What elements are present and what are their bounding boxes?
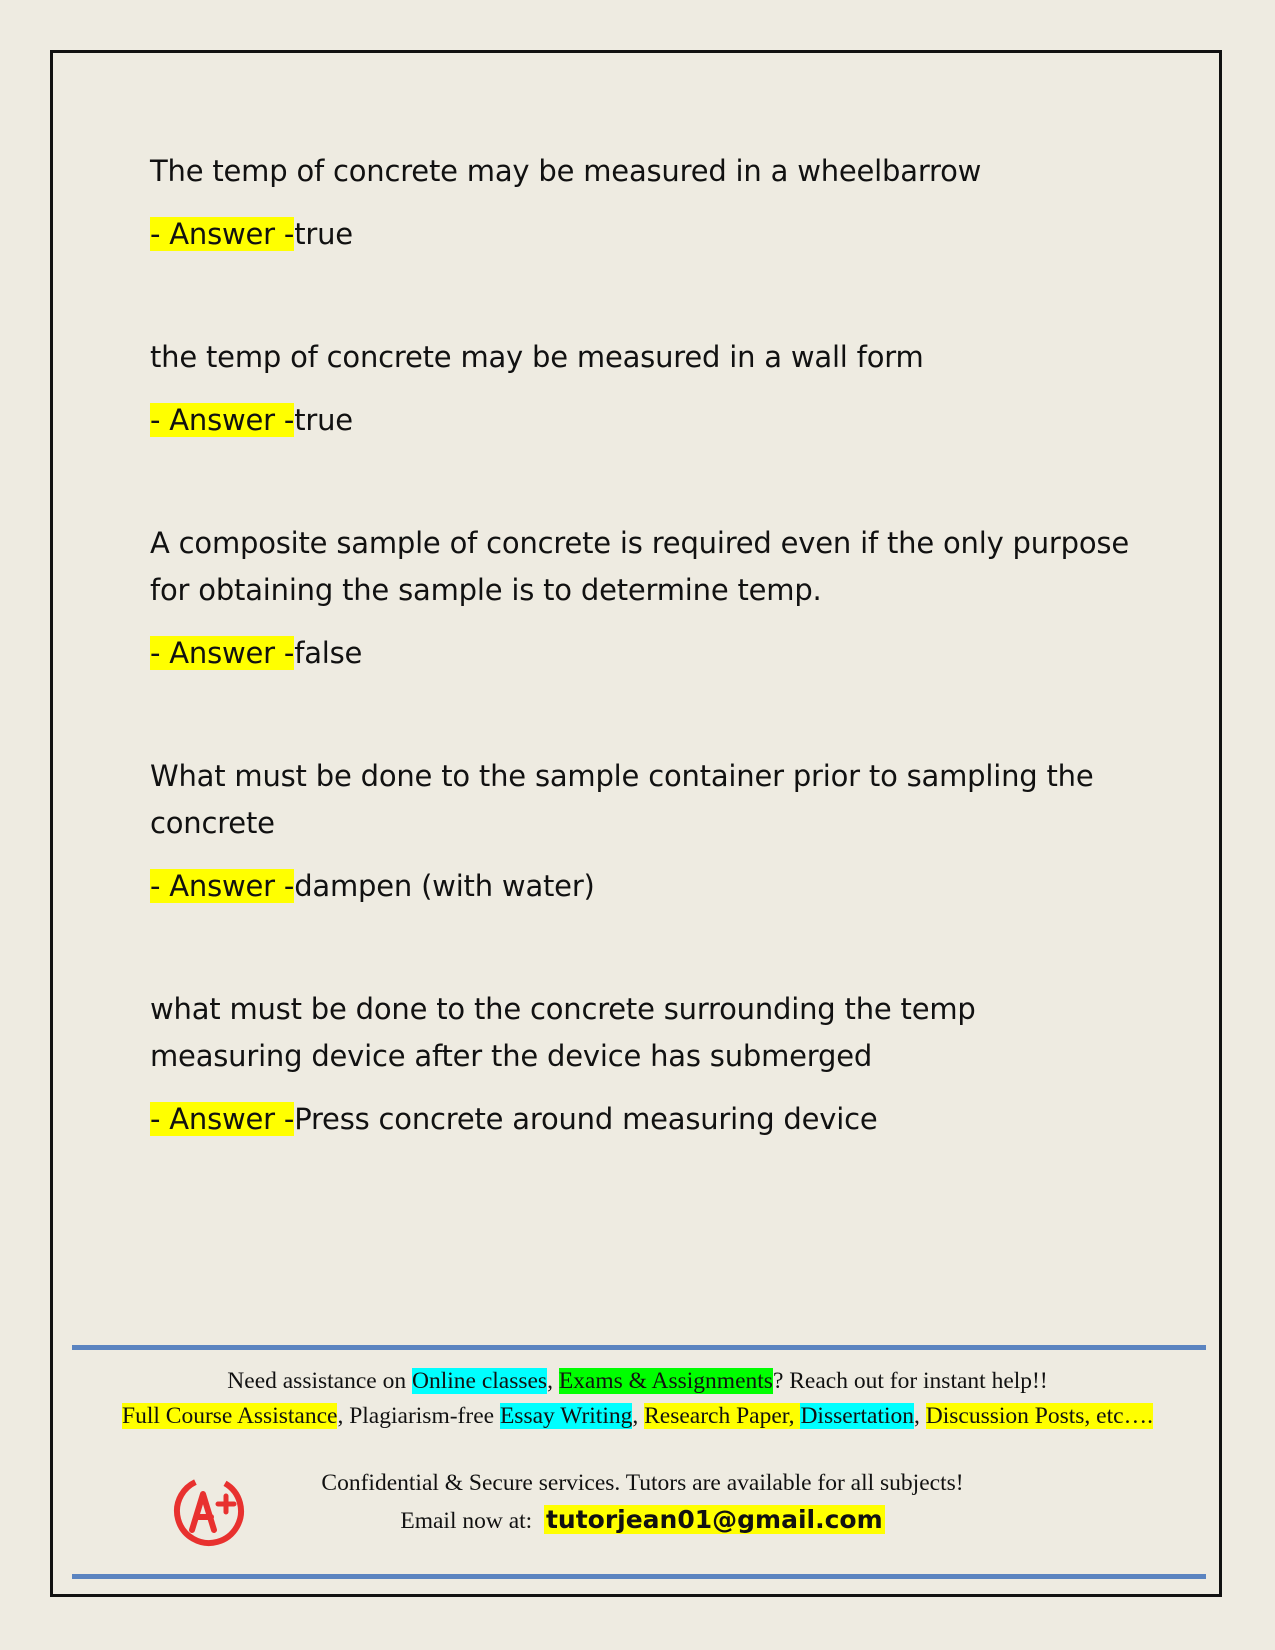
footer-text: , xyxy=(914,1403,926,1429)
footer-top-rule xyxy=(72,1345,1206,1350)
answer-line xyxy=(150,400,1130,440)
answer-text: dampen (with water) xyxy=(294,869,595,903)
answer-text: true xyxy=(294,403,353,437)
footer-text: , xyxy=(632,1403,645,1429)
footer-line-2 xyxy=(60,1403,1215,1430)
footer-text: , xyxy=(547,1368,559,1394)
question-text: What must be done to the sample container prior to sampling the concrete xyxy=(150,759,1094,840)
email-prefix: Email now at: xyxy=(400,1508,533,1534)
answer-line xyxy=(150,866,1130,906)
footer-line-4 xyxy=(230,1505,1055,1535)
email-link[interactable]: tutorjean01@gmail.com xyxy=(545,1505,883,1534)
highlight-full-course: Full Course Assistance xyxy=(122,1403,338,1429)
highlight-research-paper: Research Paper, xyxy=(644,1403,801,1429)
footer-text: ? Reach out for instant help!! xyxy=(772,1368,1048,1394)
answer-label: - Answer - xyxy=(150,869,295,903)
answer-text: Press concrete around measuring device xyxy=(294,1102,878,1136)
question-text: The temp of concrete may be measured in a wheelbarrow xyxy=(150,154,982,188)
answer-text: false xyxy=(294,636,363,670)
qa-item xyxy=(150,520,1130,673)
footer-line-1 xyxy=(60,1368,1215,1395)
footer-text: , Plagiarism-free xyxy=(337,1403,500,1429)
footer-line-3: Confidential & Secure services. Tutors are available for all subjects! xyxy=(321,1470,964,1496)
answer-label: - Answer - xyxy=(150,217,295,251)
qa-item xyxy=(150,148,1130,254)
qa-list xyxy=(150,148,1130,1139)
footer-text: Need assistance on xyxy=(227,1368,412,1394)
question-text: what must be done to the concrete surrounding the temp measuring device after the device has submerged xyxy=(150,992,976,1073)
answer-label: - Answer - xyxy=(150,403,295,437)
answer-line xyxy=(150,214,1130,254)
qa-item xyxy=(150,753,1130,906)
answer-line xyxy=(150,633,1130,673)
answer-line xyxy=(150,1099,1130,1139)
answer-label: - Answer - xyxy=(150,636,295,670)
footer-bottom-rule xyxy=(72,1574,1206,1579)
highlight-dissertation: Dissertation xyxy=(800,1403,915,1429)
highlight-essay-writing: Essay Writing xyxy=(499,1403,633,1429)
qa-item xyxy=(150,334,1130,440)
highlight-discussion-posts: Discussion Posts, etc…. xyxy=(925,1403,1153,1429)
answer-text: true xyxy=(294,217,353,251)
highlight-exams-assignments: Exams & Assignments xyxy=(558,1368,773,1394)
answer-label: - Answer - xyxy=(150,1102,295,1136)
highlight-online-classes: Online classes xyxy=(411,1368,548,1394)
qa-item xyxy=(150,986,1130,1139)
question-text: A composite sample of concrete is required even if the only purpose for obtaining the sample is to determine temp. xyxy=(150,526,1129,607)
question-text: the temp of concrete may be measured in a wall form xyxy=(150,340,924,374)
